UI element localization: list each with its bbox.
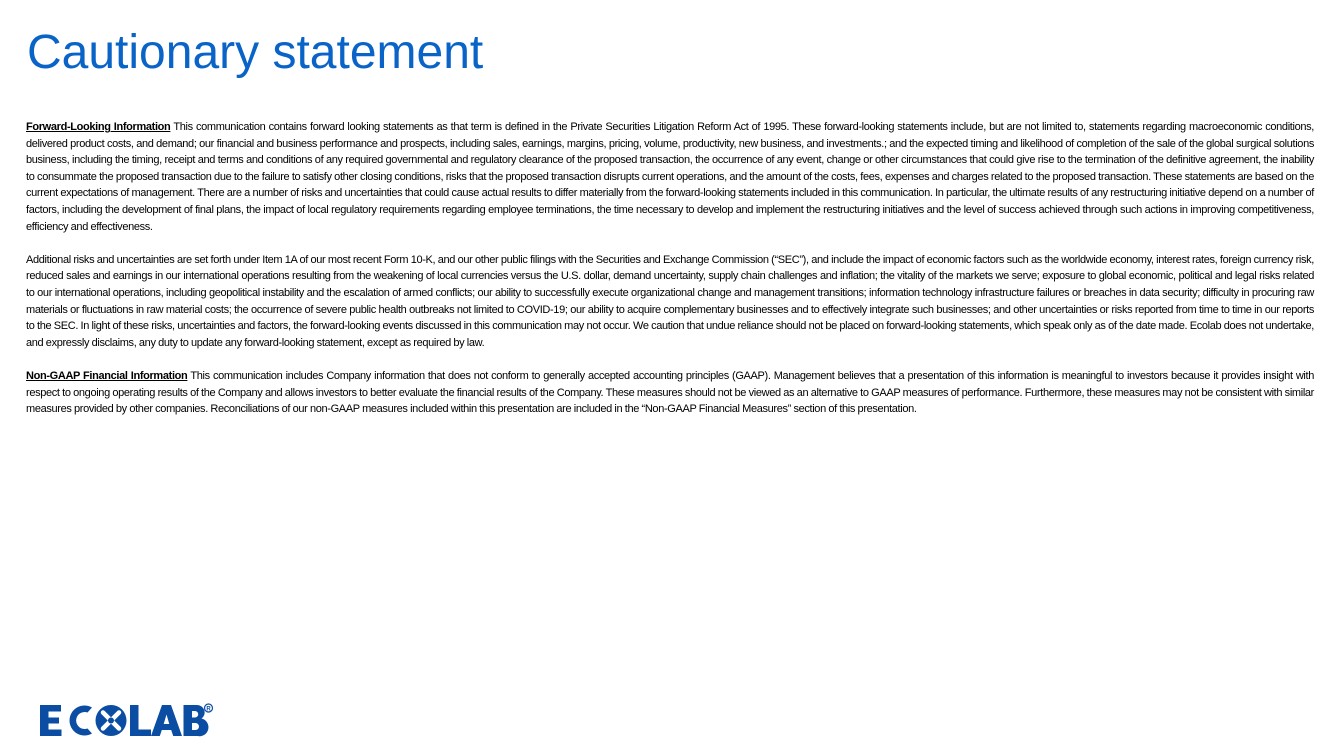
page-title: Cautionary statement — [27, 26, 484, 79]
additional-risks-text: Additional risks and uncertainties are set forth under Item 1A of our most recent Form 10-K, and our other public filings with the Securities and Exchange Commission (“SEC”), and include the impact of economic factors such as the worldwide economy, interest rates, foreign currency risk, reduced sales and earnings in our international operations resulting from the weakening of local currencies versus the U.S. dollar, demand uncertainty, supply chain challenges and inflation; the vitality of the markets we serve; exposure to global economic, political and legal risks related to our international operations, including geopolitical instability and the escalation of armed conflicts; our ability to successfully execute organizational change and management transitions; information technology infrastructure failures or breaches in data security; difficulty in procuring raw materials or fluctuations in raw material costs; the occurrence of severe public health outbreaks not limited to COVID-19; our ability to acquire complementary businesses and to effectively integrate such businesses; and other uncertainties or risks reported from time to time in our reports to the SEC. In light of these risks, uncertainties and factors, the forward-looking events discussed in this communication may not occur. We caution that undue reliance should not be placed on forward-looking statements, which speak only as of the date made. Ecolab does not undertake, and expressly disclaims, any duty to update any forward-looking statement, except as required by law. — [26, 253, 1314, 349]
non-gaap-heading: Non-GAAP Financial Information — [26, 369, 188, 382]
additional-risks-paragraph — [26, 252, 1314, 352]
non-gaap-text: This communication includes Company information that does not conform to generally accepted accounting principles (GAAP). Management believes that a presentation of this information is meaningful to investors because it provides insight with respect to ongoing operating results of the Company and allows investors to better evaluate the financial results of the Company. These measures should not be viewed as an alternative to GAAP measures of performance. Furthermore, these measures may not be consistent with similar measures provided by other companies. Reconciliations of our non-GAAP measures included within this presentation are included in the “Non-GAAP Financial Measures” section of this presentation. — [26, 369, 1315, 416]
svg-text:R: R — [206, 706, 211, 713]
forward-looking-text: This communication contains forward looking statements as that term is defined in the Private Securities Litigation Reform Act of 1995. These forward-looking statements include, but are not limited to, statements regarding macroeconomic conditions, delivered product costs, and demand; our financial and business performance and prospects, including sales, earnings, margins, pricing, volume, productivity, new business, and investments.; and the expected timing and likelihood of completion of the sale of the global surgical solutions business, including the timing, receipt and terms and conditions of any required governmental and regulatory clearance of the proposed transaction, the occurrence of any event, change or other circumstances that could give rise to the termination of the definitive agreement, the inability to consummate the proposed transaction due to the failure to satisfy other closing conditions, risks that the proposed transaction disrupts current operations, and the amount of the costs, fees, expenses and charges related to the proposed transaction. These statements are based on the current expectations of management. There are a number of risks and uncertainties that could cause actual results to differ materially from the forward-looking statements included in this communication. In particular, the ultimate results of any restructuring initiative depend on a number of factors, including the development of final plans, the impact of local regulatory requirements regarding employee terminations, the time necessary to develop and implement the restructuring initiatives and the level of success achieved through such actions in improving competitiveness, efficiency and effectiveness. — [26, 121, 1314, 233]
ecolab-logo — [40, 700, 215, 742]
disclaimer-body — [26, 119, 1314, 434]
non-gaap-paragraph — [26, 368, 1314, 418]
forward-looking-paragraph — [26, 119, 1314, 235]
forward-looking-heading: Forward-Looking Information — [26, 121, 171, 133]
